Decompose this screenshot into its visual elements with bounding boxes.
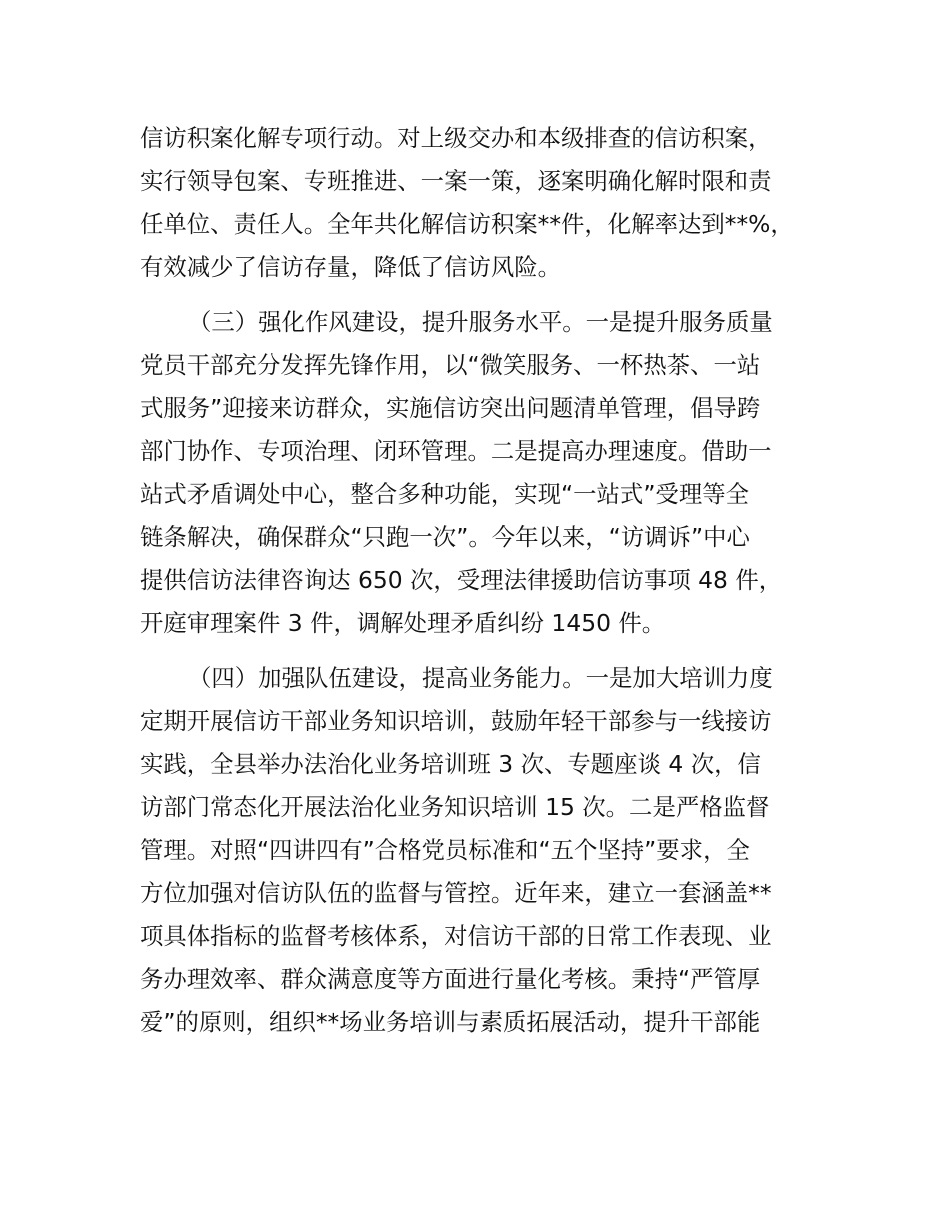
text-line: 方位加强对信访队伍的监督与管控。近年来，建立一套涵盖** [140,879,772,907]
text-line: 开庭审理案件 3 件，调解处理矛盾纠纷 1450 件。 [140,609,666,637]
text-line: 务办理效率、群众满意度等方面进行量化考核。秉持“严管厚 [140,965,761,993]
text-line: 信访积案化解专项行动。对上级交办和本级排查的信访积案， [140,124,772,152]
text-line: 实践，全县举办法治化业务培训班 3 次、专题座谈 4 次，信 [140,750,761,778]
text-line: 有效减少了信访存量，降低了信访风险。 [140,253,562,281]
text-line: 项具体指标的监督考核体系，对信访干部的日常工作表现、业 [140,922,772,950]
text-line: 定期开展信访干部业务知识培训，鼓励年轻干部参与一线接访 [140,707,772,735]
section-heading-3: （三）强化作风建设，提升服务水平。一是提升服务质量 [188,308,773,336]
text-line: 实行领导包案、专班推进、一案一策，逐案明确化解时限和责 [140,167,772,195]
text-line: 爱”的原则，组织**场业务培训与素质拓展活动，提升干部能 [140,1008,761,1036]
text-line: 式服务”迎接来访群众，实施信访突出问题清单管理，倡导跨 [140,394,761,422]
text-line: 管理。对照“四讲四有”合格党员标准和“五个坚持”要求，全 [140,836,750,864]
text-line: 访部门常态化开展法治化业务知识培训 15 次。二是严格监督 [140,793,770,821]
text-line: 党员干部充分发挥先锋作用，以“微笑服务、一杯热茶、一站 [140,351,761,379]
section-heading-4: （四）加强队伍建设，提高业务能力。一是加大培训力度 [188,664,773,692]
text-line: 站式矛盾调处中心，整合多种功能，实现“一站式”受理等全 [140,480,749,508]
text-line: 提供信访法律咨询达 650 次，受理法律援助信访事项 48 件， [140,566,783,594]
text-line: 链条解决，确保群众“只跑一次”。今年以来，“访调诉”中心 [140,523,750,551]
text-line: 部门协作、专项治理、闭环管理。二是提高办理速度。借助一 [140,437,772,465]
text-line: 任单位、责任人。全年共化解信访积案**件，化解率达到**%， [140,210,794,238]
